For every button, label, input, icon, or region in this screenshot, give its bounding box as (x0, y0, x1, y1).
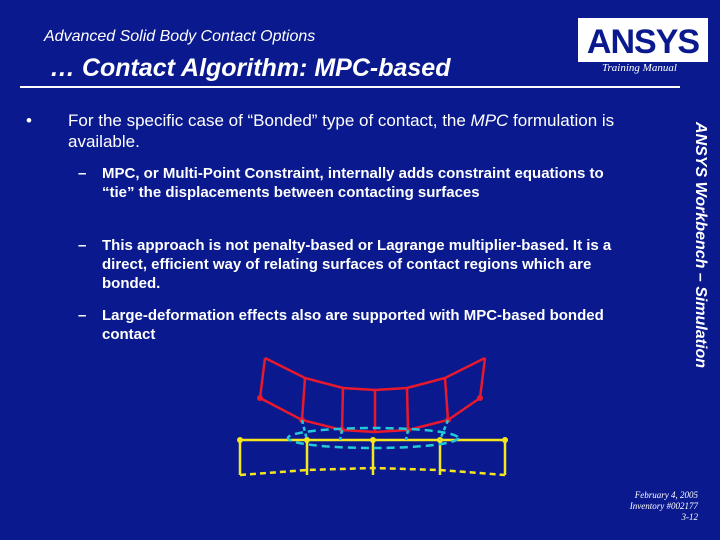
mesh-red-top-edge (265, 358, 485, 390)
sub-bullet-marker: – (78, 307, 87, 324)
main-bullet-text-italic: MPC (470, 111, 509, 130)
sub-bullet-text: Large-deformation effects also are supported with MPC-based bonded contact (102, 307, 604, 343)
mesh-red-line (445, 378, 448, 420)
slide-footer (630, 490, 698, 523)
mesh-red-line (342, 388, 343, 430)
mesh-red-line (480, 358, 485, 398)
bullet-marker: • (26, 111, 32, 130)
yellow-node (370, 437, 376, 443)
slide-subtitle: Advanced Solid Body Contact Options (44, 28, 316, 45)
sub-bullet (78, 164, 623, 202)
sub-bullet-text: MPC, or Multi-Point Constraint, internally adds constraint equations to “tie” the displacements between contacting surfaces (102, 165, 604, 201)
footer-inventory: Inventory #002177 (629, 501, 698, 511)
yellow-node (237, 437, 243, 443)
red-node (257, 395, 263, 401)
mesh-red-line (260, 358, 265, 398)
mesh-red-line (302, 378, 305, 420)
upper-deformed-mesh (260, 358, 485, 432)
mpc-tie-line (440, 420, 448, 440)
footer-date: February 4, 2005 (634, 490, 698, 500)
main-bullet-text-after: formulation is available. (68, 111, 615, 151)
sub-bullet (78, 236, 623, 293)
sub-bullet (78, 306, 623, 344)
main-bullet (26, 110, 644, 152)
mesh-red-line (407, 388, 408, 430)
lower-mesh (240, 440, 505, 475)
mpc-contact-diagram (230, 350, 520, 480)
main-bullet-text-before: For the specific case of “Bonded” type of contact, the (68, 111, 471, 130)
red-node (477, 395, 483, 401)
ansys-logo (578, 18, 708, 62)
header-divider (20, 86, 680, 88)
logo-text: ANSYS (586, 23, 700, 61)
footer-page-number: 3-12 (681, 512, 698, 522)
main-bullet-text (34, 110, 644, 152)
side-label: ANSYS Workbench – Simulation (692, 122, 709, 368)
sub-bullet-marker: – (78, 165, 87, 182)
slide-title: … Contact Algorithm: MPC-based (50, 54, 451, 82)
sub-bullet-marker: – (78, 237, 87, 254)
training-manual-label: Training Manual (602, 62, 677, 74)
yellow-node (502, 437, 508, 443)
sub-bullet-text: This approach is not penalty-based or Lagrange multiplier-based. It is a direct, efficient way of relating surfaces of contact regions which are bonded. (102, 237, 612, 292)
mpc-tie-line (302, 420, 307, 440)
